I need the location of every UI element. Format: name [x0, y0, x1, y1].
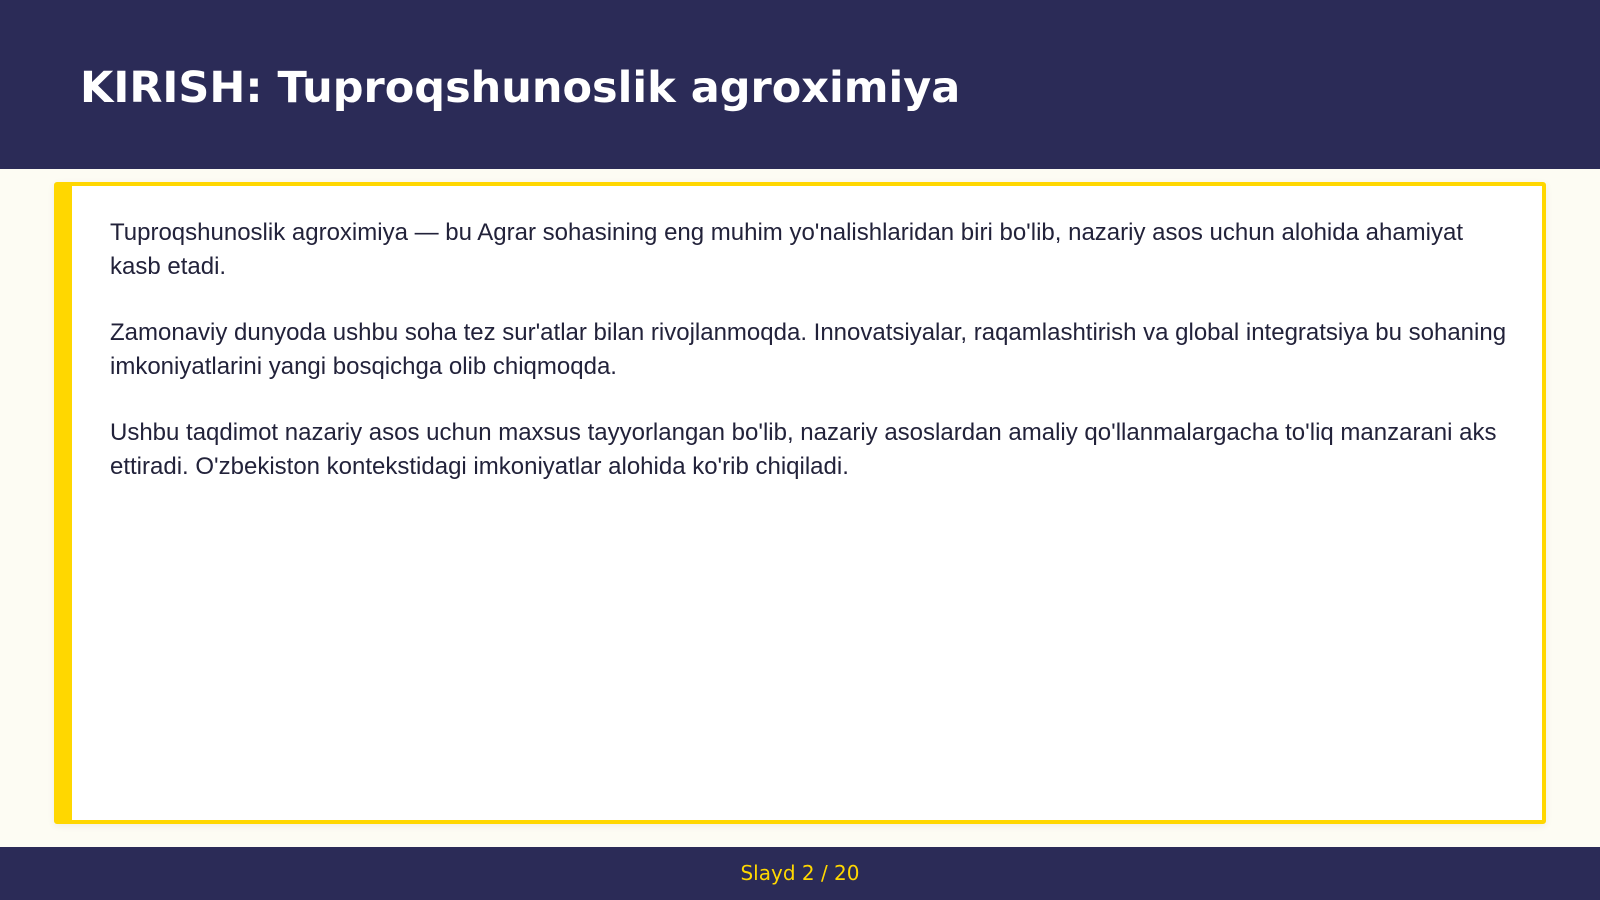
modern-development-paragraph: Zamonaviy dunyoda ushbu soha tez sur'atlar bilan rivojlanmoqda. Innovatsiyalar, raqamlashtirish va global integratsiya bu sohaning imkoniyatlarini yangi bosqichga olib chiqmoqda.	[110, 319, 1507, 380]
slide-body-text	[110, 216, 1510, 516]
presentation-overview-paragraph: Ushbu taqdimot nazariy asos uchun maxsus tayyorlangan bo'lib, nazariy asoslardan amaliy qo'llanmalargacha to'liq manzarani aks ettiradi. O'zbekiston kontekstidagi imkoniyatlar alohida ko'rib chiqiladi.	[110, 419, 1497, 480]
slide-footer	[0, 847, 1600, 900]
slide-counter: Slayd 2 / 20	[740, 860, 860, 885]
slide-title: KIRISH: Tuproqshunoslik agroximiya	[80, 63, 961, 113]
slide-header	[0, 0, 1600, 169]
content-card	[54, 182, 1546, 824]
intro-paragraph: Tuproqshunoslik agroximiya — bu Agrar sohasining eng muhim yo'nalishlaridan biri bo'lib, nazariy asos uchun alohida ahamiyat kasb etadi.	[110, 219, 1464, 280]
